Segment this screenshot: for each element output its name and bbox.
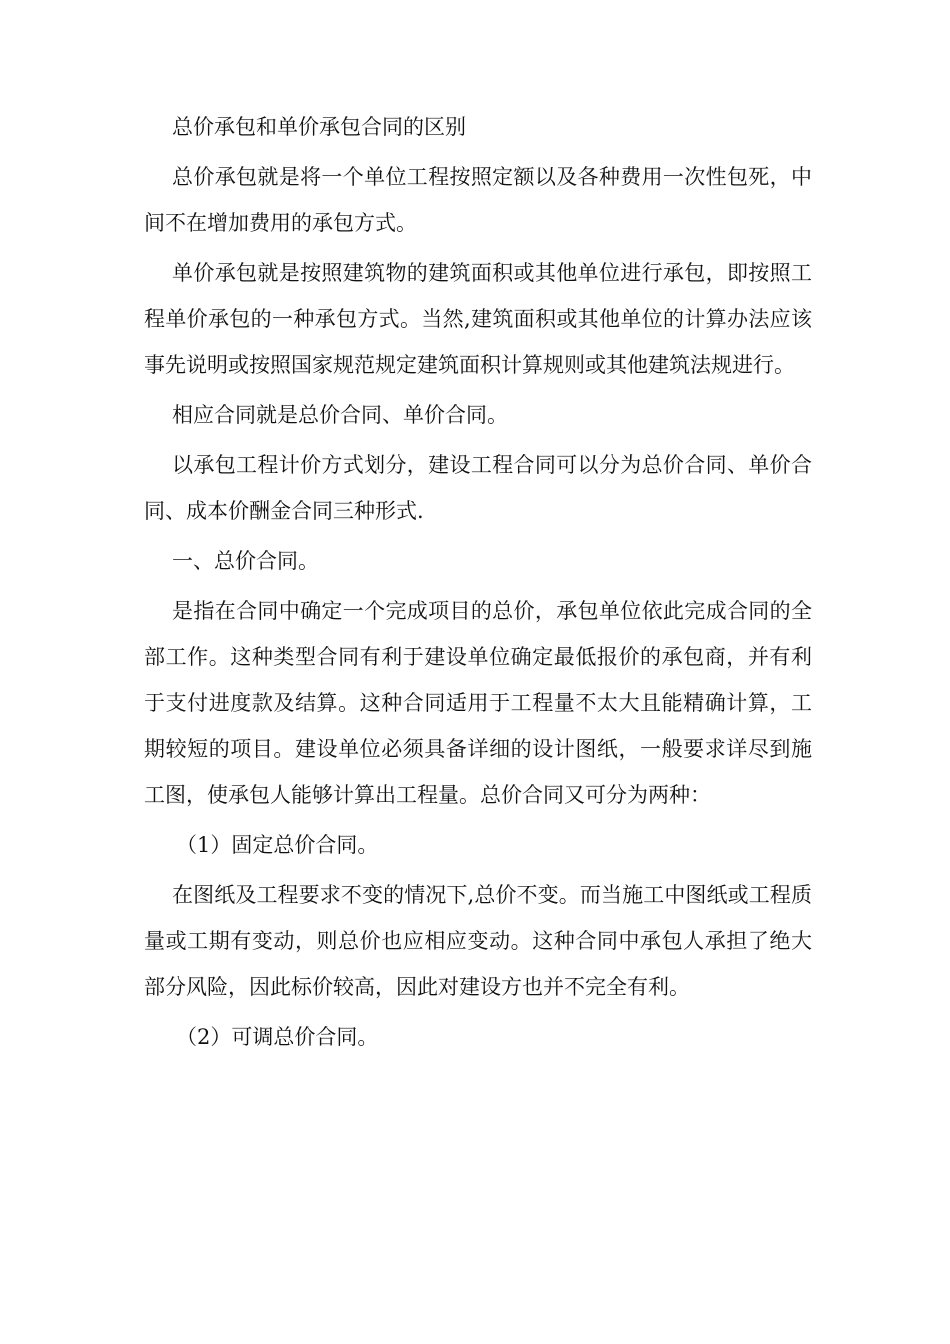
document-body bbox=[144, 104, 812, 1064]
paragraph-total-price-definition: 总价承包就是将一个单位工程按照定额以及各种费用一次性包死，中间不在增加费用的承包方式。 bbox=[144, 165, 812, 235]
paragraph-total-price-detail: 是指在合同中确定一个完成项目的总价，承包单位依此完成合同的全部工作。这种类型合同有利于建设单位确定最低报价的承包商，并有利于支付进度款及结算。这种合同适用于工程量不太大且能精确计算，工期较短的项目。建设单位必须具备详细的设计图纸，一般要求详尽到施工图，使承包人能够计算出工程量。总价合同又可分为两种： bbox=[144, 599, 812, 807]
section-heading-total-price: 一、总价合同。 bbox=[172, 549, 319, 573]
subheading-fixed-total-price: （1）固定总价合同。 bbox=[176, 833, 379, 857]
paragraph-fixed-total-price-detail: 在图纸及工程要求不变的情况下,总价不变。而当施工中图纸或工程质量或工期有变动，则总价也应相应变动。这种合同中承包人承担了绝大部分风险，因此标价较高，因此对建设方也并不完全有利。 bbox=[144, 883, 812, 999]
paragraph-unit-price-definition: 单价承包就是按照建筑物的建筑面积或其他单位进行承包，即按照工程单价承包的一种承包方式。当然,建筑面积或其他单位的计算办法应该事先说明或按照国家规范规定建筑面积计算规则或其他建筑法规进行。 bbox=[144, 261, 812, 377]
document-title: 总价承包和单价承包合同的区别 bbox=[172, 115, 466, 139]
paragraph-classification: 以承包工程计价方式划分，建设工程合同可以分为总价合同、单价合同、成本价酬金合同三种形式. bbox=[144, 453, 812, 523]
paragraph-contract-types: 相应合同就是总价合同、单价合同。 bbox=[172, 403, 508, 427]
subheading-adjustable-total-price: （2）可调总价合同。 bbox=[176, 1025, 379, 1049]
